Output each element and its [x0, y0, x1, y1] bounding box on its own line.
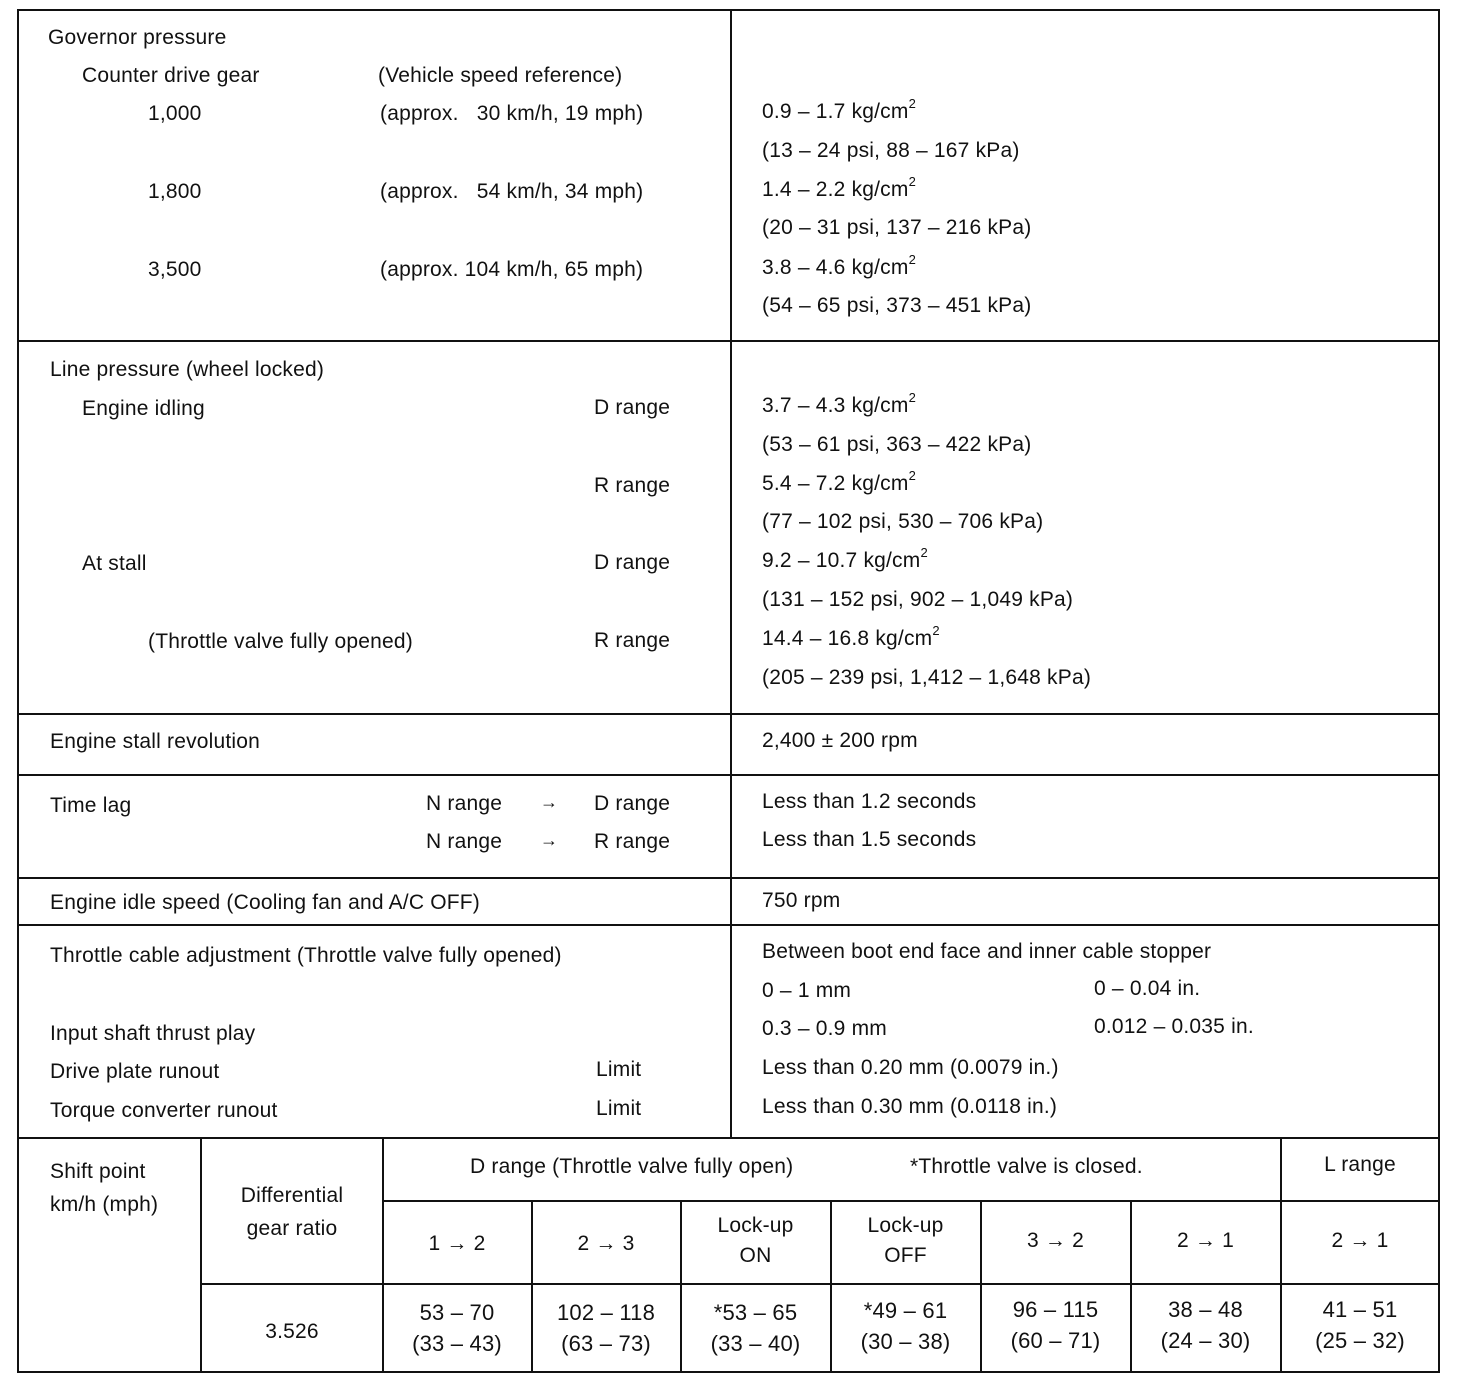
- shift-col-header: Lock-up: [867, 1214, 944, 1237]
- line-pressure-range: D range: [594, 396, 671, 419]
- torque-converter-label: Torque converter runout: [50, 1099, 278, 1122]
- governor-subtitle: Counter drive gear: [82, 64, 260, 87]
- time-lag-to: D range: [594, 792, 671, 815]
- throttle-closed-note: *Throttle valve is closed.: [910, 1155, 1143, 1178]
- drive-plate-label: Drive plate runout: [50, 1060, 220, 1083]
- row-divider: [17, 1137, 1440, 1139]
- governor-value: [762, 252, 917, 280]
- time-lag-from: N range: [426, 830, 503, 853]
- governor-speed: (approx. 54 km/h, 34 mph): [380, 180, 644, 203]
- governor-speed: (approx. 104 km/h, 65 mph): [380, 258, 644, 281]
- shift-col-header: 2 → 3: [577, 1232, 635, 1255]
- stall-label: Engine stall revolution: [50, 730, 261, 753]
- d-range-header: D range (Throttle valve fully open): [470, 1155, 794, 1178]
- row-divider: [17, 877, 1440, 879]
- row-divider: [17, 774, 1440, 776]
- governor-reference: (Vehicle speed reference): [378, 64, 623, 87]
- row-divider: [17, 713, 1440, 715]
- line-pressure-value: [762, 390, 917, 418]
- governor-value-text: 0.9 – 1.7 kg/cm: [762, 100, 909, 123]
- squared-superscript: 2: [908, 252, 917, 267]
- governor-value: [762, 96, 917, 124]
- shift-point-label: Shift point: [50, 1160, 146, 1183]
- stall-value: 2,400 ± 200 rpm: [762, 729, 918, 752]
- input-shaft-mm: 0.3 – 0.9 mm: [762, 1017, 887, 1040]
- line-pressure-value: [762, 468, 917, 496]
- governor-speed: (approx. 30 km/h, 19 mph): [380, 102, 644, 125]
- torque-converter-limit: Limit: [596, 1097, 642, 1120]
- squared-superscript: 2: [908, 174, 917, 189]
- idle-value: 750 rpm: [762, 889, 841, 912]
- governor-value-text: 3.8 – 4.6 kg/cm: [762, 256, 909, 279]
- time-lag-value: Less than 1.5 seconds: [762, 828, 977, 851]
- time-lag-to: R range: [594, 830, 671, 853]
- input-shaft-label: Input shaft thrust play: [50, 1022, 256, 1045]
- governor-value: [762, 174, 917, 202]
- drive-plate-limit: Limit: [596, 1058, 642, 1081]
- shift-col-header: Lock-up: [717, 1214, 794, 1237]
- line-pressure-value: [762, 623, 940, 651]
- table-border-top: [17, 9, 1440, 11]
- line-pressure-range: R range: [594, 474, 671, 497]
- governor-value-converted: (54 – 65 psi, 373 – 451 kPa): [762, 294, 1032, 317]
- shift-value-mph: (60 – 71): [1010, 1328, 1101, 1353]
- column-divider: [730, 9, 732, 1139]
- throttle-cable-in: 0 – 0.04 in.: [1094, 977, 1201, 1000]
- line-pressure-value-text: 9.2 – 10.7 kg/cm: [762, 549, 921, 572]
- shift-value-mph: (30 – 38): [860, 1329, 951, 1354]
- shift-value-mph: (63 – 73): [561, 1331, 651, 1356]
- line-pressure-stall: At stall: [82, 552, 147, 575]
- shift-value: *49 – 61: [863, 1298, 948, 1323]
- line-pressure-range: D range: [594, 551, 671, 574]
- line-pressure-value-text: 3.7 – 4.3 kg/cm: [762, 394, 909, 417]
- squared-superscript: 2: [908, 390, 917, 405]
- line-pressure-converted: (53 – 61 psi, 363 – 422 kPa): [762, 433, 1032, 456]
- idle-label: Engine idle speed (Cooling fan and A/C OFF): [50, 891, 481, 914]
- l-range-header: L range: [1324, 1153, 1396, 1176]
- table-border-bottom: [17, 1371, 1440, 1373]
- line-pressure-converted: (77 – 102 psi, 530 – 706 kPa): [762, 510, 1044, 533]
- shift-value: *53 – 65: [713, 1300, 798, 1325]
- squared-superscript: 2: [920, 545, 928, 560]
- shift-col-header: 2 → 1: [1331, 1229, 1389, 1252]
- line-pressure-converted: (205 – 239 psi, 1,412 – 1,648 kPa): [762, 666, 1092, 689]
- shift-grid-line: [200, 1283, 1439, 1285]
- governor-title: Governor pressure: [48, 26, 227, 49]
- table-border-right: [1438, 9, 1440, 1373]
- shift-value-mph: (25 – 32): [1315, 1328, 1405, 1353]
- shift-value-mph: (33 – 40): [710, 1331, 801, 1356]
- shift-col-header-sub: OFF: [884, 1244, 927, 1267]
- line-pressure-value-text: 14.4 – 16.8 kg/cm: [762, 627, 933, 650]
- differential-label: gear ratio: [246, 1217, 338, 1240]
- governor-value-text: 1.4 – 2.2 kg/cm: [762, 178, 909, 201]
- input-shaft-in: 0.012 – 0.035 in.: [1094, 1015, 1254, 1038]
- squared-superscript: 2: [908, 96, 917, 111]
- governor-gear: 1,800: [148, 180, 202, 203]
- drive-plate-value: Less than 0.20 mm (0.0079 in.): [762, 1056, 1059, 1079]
- line-pressure-value: [762, 545, 928, 573]
- squared-superscript: 2: [908, 468, 917, 483]
- time-lag-from: N range: [426, 792, 503, 815]
- line-pressure-value-text: 5.4 – 7.2 kg/cm: [762, 472, 909, 495]
- line-pressure-idling: Engine idling: [82, 397, 205, 420]
- shift-grid-line: [382, 1200, 1439, 1202]
- differential-label: Differential: [240, 1184, 344, 1207]
- shift-value: 53 – 70: [419, 1300, 495, 1325]
- gear-ratio-value: 3.526: [265, 1320, 319, 1343]
- shift-value: 102 – 118: [556, 1300, 656, 1325]
- shift-col-header: 3 → 2: [1026, 1229, 1085, 1252]
- line-pressure-range: R range: [594, 629, 671, 652]
- line-pressure-throttle: (Throttle valve fully opened): [148, 630, 413, 653]
- governor-value-converted: (20 – 31 psi, 137 – 216 kPa): [762, 216, 1032, 239]
- shift-col-header-sub: ON: [739, 1244, 772, 1267]
- arrow-right-icon: →: [540, 792, 559, 812]
- line-pressure-title: Line pressure (wheel locked): [50, 358, 325, 381]
- time-lag-label: Time lag: [50, 794, 132, 817]
- shift-value: 96 – 115: [1012, 1297, 1099, 1322]
- time-lag-value: Less than 1.2 seconds: [762, 790, 977, 813]
- throttle-cable-label: Throttle cable adjustment (Throttle valve fully opened): [50, 944, 562, 967]
- line-pressure-converted: (131 – 152 psi, 902 – 1,049 kPa): [762, 588, 1074, 611]
- shift-col-header: 2 → 1: [1176, 1229, 1235, 1252]
- torque-converter-value: Less than 0.30 mm (0.0118 in.): [762, 1095, 1058, 1118]
- arrow-right-icon: →: [540, 830, 559, 850]
- governor-gear: 1,000: [148, 102, 202, 125]
- governor-gear: 3,500: [148, 258, 202, 281]
- shift-value: 38 – 48: [1168, 1297, 1243, 1322]
- throttle-cable-desc: Between boot end face and inner cable stopper: [762, 940, 1212, 963]
- shift-value-mph: (24 – 30): [1160, 1328, 1251, 1353]
- squared-superscript: 2: [932, 623, 940, 638]
- throttle-cable-mm: 0 – 1 mm: [762, 979, 852, 1002]
- table-border-left: [17, 9, 19, 1373]
- shift-value-mph: (33 – 43): [412, 1331, 502, 1356]
- shift-value: 41 – 51: [1322, 1297, 1398, 1322]
- governor-value-converted: (13 – 24 psi, 88 – 167 kPa): [762, 139, 1020, 162]
- row-divider: [17, 340, 1440, 342]
- shift-point-unit: km/h (mph): [50, 1193, 159, 1216]
- row-divider: [17, 924, 1440, 926]
- shift-col-header: 1 → 2: [428, 1232, 486, 1255]
